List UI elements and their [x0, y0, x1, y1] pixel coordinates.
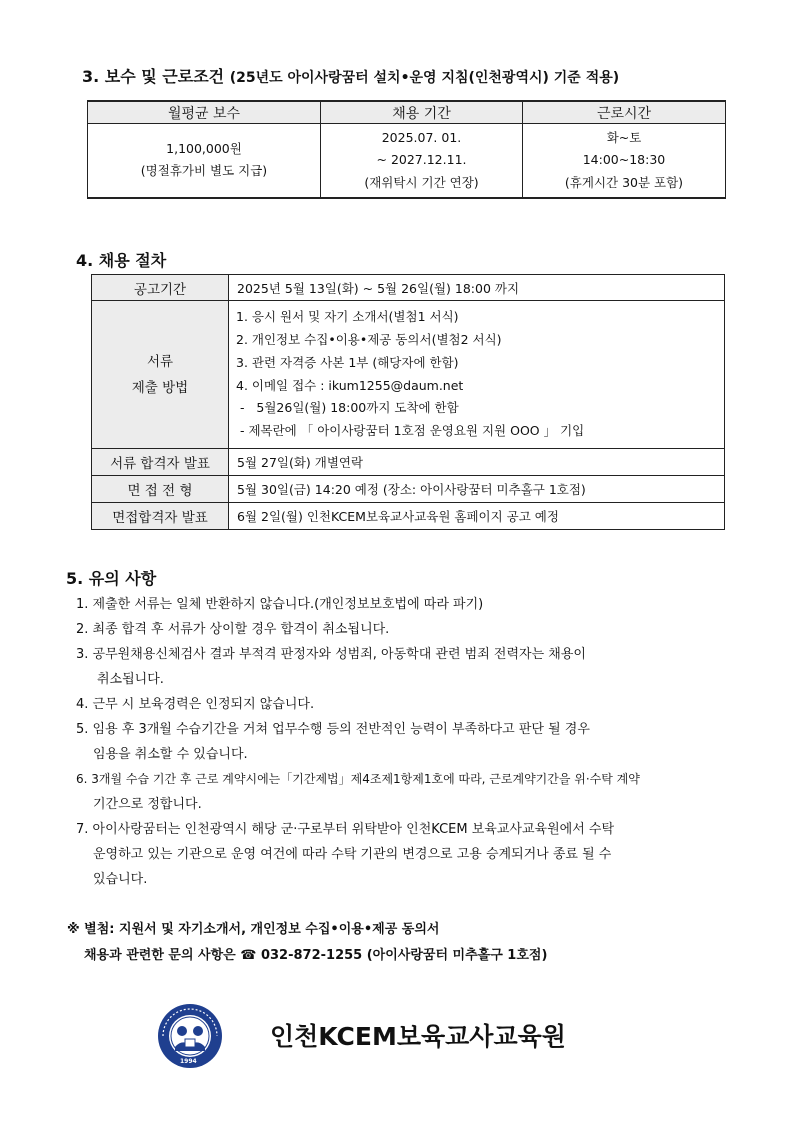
logo-year: 1994: [180, 1058, 197, 1065]
org-logo: [157, 1003, 223, 1069]
doc-pass-label: 서류 합격자 발표: [92, 449, 229, 476]
hours-note: (휴게시간 30분 포함): [564, 174, 684, 190]
org-name: 인천KCEM보육교사교육원: [270, 1022, 566, 1051]
note-item-cont: 기간으로 정합니다.: [93, 797, 202, 812]
docs-line: 3. 관련 자격증 사본 1부 (해당자에 한함): [236, 354, 459, 370]
note-item: 6. 3개월 수습 기간 후 근로 계약시에는「기간제법」제4조제1항제1호에 따라, 근로계약기간을 위·수탁 계약: [76, 772, 640, 786]
note-item-cont: 있습니다.: [93, 872, 148, 887]
docs-label: [92, 301, 229, 449]
docs-label-line2: 제출 방법: [131, 379, 189, 396]
note-item-cont: 취소됩니다.: [97, 672, 164, 687]
note-item: 4. 근무 시 보육경력은 인정되지 않습니다.: [76, 697, 315, 712]
docs-line: - 5월26일(월) 18:00까지 도착에 한함: [236, 400, 459, 416]
docs-line: 1. 응시 원서 및 자기 소개서(별첨1 서식): [236, 309, 459, 325]
notes-list: [76, 592, 736, 892]
pay-header: 월평균 보수: [88, 101, 321, 124]
note-item: 3. 공무원채용신체검사 결과 부적격 판정자와 성범죄, 아동학대 관련 범죄 전력자는 채용이: [76, 647, 586, 662]
final-label: 면접합격자 발표: [92, 503, 229, 530]
pay-amount: 1,100,000원: [166, 140, 242, 156]
docs-line: 2. 개인정보 수집•이용•제공 동의서(별첨2 서식): [236, 332, 502, 348]
note-item: 5. 임용 후 3개월 수습기간을 거쳐 업무수행 등의 전반적인 능력이 부족하다고 판단 될 경우: [76, 722, 590, 737]
doc-pass-value: 5월 27일(화) 개별연락: [229, 449, 725, 476]
section5-title: 5. 유의 사항: [66, 569, 157, 588]
notice-value: 2025년 5월 13일(화) ~ 5월 26일(월) 18:00 까지: [229, 275, 725, 301]
docs-line-email: 4. 이메일 접수 : ikum1255@daum.net: [236, 377, 464, 393]
hours-header: 근로시간: [523, 101, 726, 124]
notice-label: 공고기간: [92, 275, 229, 301]
interview-label: 면 접 전 형: [92, 476, 229, 503]
interview-value: 5월 30일(금) 14:20 예정 (장소: 아이사랑꿈터 미추홀구 1호점): [229, 476, 725, 503]
final-value: 6월 2일(월) 인천KCEM보육교사교육원 홈페이지 공고 예정: [229, 503, 725, 530]
note-item: 1. 제출한 서류는 일체 반환하지 않습니다.(개인정보보호법에 따라 파기): [76, 597, 484, 612]
period-note: (재위탁시 기간 연장): [364, 174, 479, 190]
section3-heading: 3. 보수 및 근로조건: [82, 67, 225, 86]
period-header: 채용 기간: [321, 101, 523, 124]
docs-line: - 제목란에 「 아이사랑꿈터 1호점 운영요원 지원 OOO 」 기입: [236, 422, 585, 438]
hours-cell: [523, 124, 726, 198]
pay-cell: [88, 124, 321, 198]
docs-label-line1: 서류: [146, 353, 174, 370]
period-end: ~ 2027.12.11.: [376, 152, 467, 167]
section3-title: [82, 64, 619, 87]
note-item: 2. 최종 합격 후 서류가 상이할 경우 합격이 취소됩니다.: [76, 622, 390, 637]
attachment-note: ※ 별첨: 지원서 및 자기소개서, 개인정보 수집•이용•제공 동의서: [67, 922, 440, 937]
note-item: 7. 아이사랑꿈터는 인천광역시 해당 군·구로부터 위탁받아 인천KCEM 보육교사교육원에서 수탁: [76, 822, 615, 837]
period-start: 2025.07. 01.: [381, 129, 462, 145]
note-item-cont: 운영하고 있는 기관으로 운영 여건에 따라 수탁 기관의 변경으로 고용 승계되거나 종료 될 수: [93, 847, 612, 862]
hours-time: 14:00~18:30: [582, 152, 666, 167]
note-item-cont: 임용을 취소할 수 있습니다.: [93, 747, 248, 762]
pay-table: [87, 100, 726, 199]
procedure-table: [91, 274, 725, 530]
contact-note: 채용과 관련한 문의 사항은 ☎ 032-872-1255 (아이사랑꿈터 미추홀구 1호점): [84, 948, 548, 963]
period-cell: [321, 124, 523, 198]
section4-title: 4. 채용 절차: [76, 251, 167, 270]
pay-note: (명절휴가비 별도 지급): [140, 163, 268, 179]
docs-methods: [229, 301, 725, 449]
hours-days: 화~토: [606, 129, 642, 145]
section3-subtitle: (25년도 아이사랑꿈터 설치•운영 지침(인천광역시) 기준 적용): [229, 70, 620, 86]
